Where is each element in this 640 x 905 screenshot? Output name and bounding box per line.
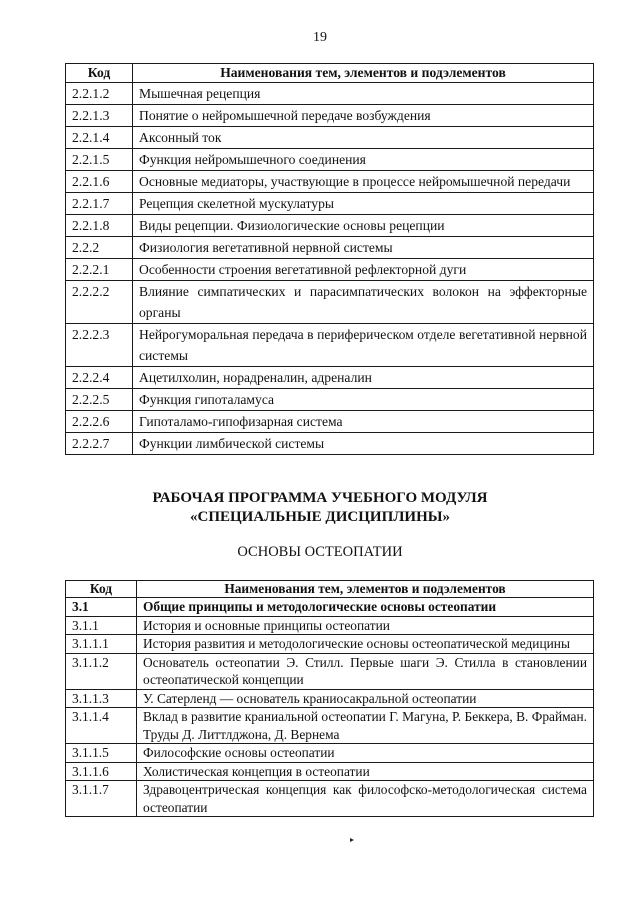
module-heading-line-2: «СПЕЦИАЛЬНЫЕ ДИСЦИПЛИНЫ»: [190, 509, 450, 525]
row-code: 2.2.2: [66, 237, 133, 259]
section-subtitle: ОСНОВЫ ОСТЕОПАТИИ: [237, 544, 403, 560]
table-row: [66, 762, 594, 781]
row-code: 3.1.1.7: [66, 781, 137, 817]
table-row: [66, 411, 594, 433]
table-row: [66, 653, 594, 689]
page-number: 19: [313, 30, 327, 45]
row-name: Аксонный ток: [133, 127, 594, 149]
table-header-row: [66, 581, 594, 598]
row-code: 2.2.2.6: [66, 411, 133, 433]
row-name: История развития и методологические основы остеопатической медицины: [137, 635, 594, 654]
row-name: Ацетилхолин, норадреналин, адреналин: [133, 367, 594, 389]
row-code: 2.2.1.4: [66, 127, 133, 149]
scan-mark: [350, 838, 354, 842]
row-code: 2.2.1.2: [66, 83, 133, 105]
row-code: 2.2.2.7: [66, 433, 133, 455]
row-name: Рецепция скелетной мускулатуры: [133, 193, 594, 215]
column-header-name: Наименования тем, элементов и подэлементов: [133, 64, 594, 83]
row-code: 3.1: [66, 598, 137, 617]
table-row: [66, 281, 594, 324]
row-name: Влияние симпатических и парасимпатических волокон на эффекторные органы: [133, 281, 594, 324]
row-name: Здравоцентрическая концепция как философско-методологическая система остеопатии: [137, 781, 594, 817]
table-row: [66, 689, 594, 708]
row-name: Философские основы остеопатии: [137, 744, 594, 763]
row-code: 2.2.1.7: [66, 193, 133, 215]
row-code: 3.1.1: [66, 616, 137, 635]
table-row: [66, 781, 594, 817]
row-code: 2.2.2.5: [66, 389, 133, 411]
table-row: [66, 215, 594, 237]
row-code: 3.1.1.5: [66, 744, 137, 763]
table-row: [66, 259, 594, 281]
row-name: Холистическая концепция в остеопатии: [137, 762, 594, 781]
row-name: Особенности строения вегетативной рефлекторной дуги: [133, 259, 594, 281]
row-name: Гипоталамо-гипофизарная система: [133, 411, 594, 433]
module-heading-line-1: РАБОЧАЯ ПРОГРАММА УЧЕБНОГО МОДУЛЯ: [152, 490, 488, 506]
row-name: Основатель остеопатии Э. Стилл. Первые шаги Э. Стилла в становлении остеопатической концепции: [137, 653, 594, 689]
row-code: 2.2.1.5: [66, 149, 133, 171]
table-row: [66, 433, 594, 455]
row-code: 3.1.1.1: [66, 635, 137, 654]
row-name: История и основные принципы остеопатии: [137, 616, 594, 635]
table-row: [66, 237, 594, 259]
row-name: Понятие о нейромышечной передаче возбуждения: [133, 105, 594, 127]
row-code: 2.2.1.8: [66, 215, 133, 237]
row-code: 3.1.1.4: [66, 708, 137, 744]
table-header-row: [66, 64, 594, 83]
row-name: Функция гипоталамуса: [133, 389, 594, 411]
table-row: [66, 598, 594, 617]
row-code: 3.1.1.2: [66, 653, 137, 689]
row-name: Основные медиаторы, участвующие в процессе нейромышечной передачи: [133, 171, 594, 193]
row-name: Вклад в развитие краниальной остеопатии Г. Магуна, Р. Беккера, В. Фрайман. Труды Д. Литтлджона, Д. Вернема: [137, 708, 594, 744]
table-row: [66, 193, 594, 215]
row-name: Общие принципы и методологические основы остеопатии: [137, 598, 594, 617]
table-row: [66, 105, 594, 127]
row-name: Функция нейромышечного соединения: [133, 149, 594, 171]
column-header-name: Наименования тем, элементов и подэлементов: [137, 581, 594, 598]
row-code: 2.2.2.3: [66, 324, 133, 367]
row-code: 3.1.1.6: [66, 762, 137, 781]
topics-table-2: [65, 580, 594, 817]
row-name: Физиология вегетативной нервной системы: [133, 237, 594, 259]
table-row: [66, 616, 594, 635]
table-row: [66, 744, 594, 763]
row-name: Мышечная рецепция: [133, 83, 594, 105]
row-code: 2.2.1.6: [66, 171, 133, 193]
table-row: [66, 171, 594, 193]
column-header-code: Код: [66, 64, 133, 83]
table-row: [66, 367, 594, 389]
row-name: Нейрогуморальная передача в периферическом отделе вегетативной нервной системы: [133, 324, 594, 367]
row-code: 2.2.1.3: [66, 105, 133, 127]
table-row: [66, 127, 594, 149]
row-name: Виды рецепции. Физиологические основы рецепции: [133, 215, 594, 237]
table-row: [66, 389, 594, 411]
table-row: [66, 635, 594, 654]
row-code: 2.2.2.4: [66, 367, 133, 389]
row-code: 2.2.2.1: [66, 259, 133, 281]
row-code: 2.2.2.2: [66, 281, 133, 324]
row-name: Функции лимбической системы: [133, 433, 594, 455]
row-name: У. Сатерленд — основатель краниосакральной остеопатии: [137, 689, 594, 708]
table-row: [66, 149, 594, 171]
table-row: [66, 83, 594, 105]
table-row: [66, 708, 594, 744]
table-row: [66, 324, 594, 367]
row-code: 3.1.1.3: [66, 689, 137, 708]
column-header-code: Код: [66, 581, 137, 598]
topics-table-1: [65, 63, 594, 455]
